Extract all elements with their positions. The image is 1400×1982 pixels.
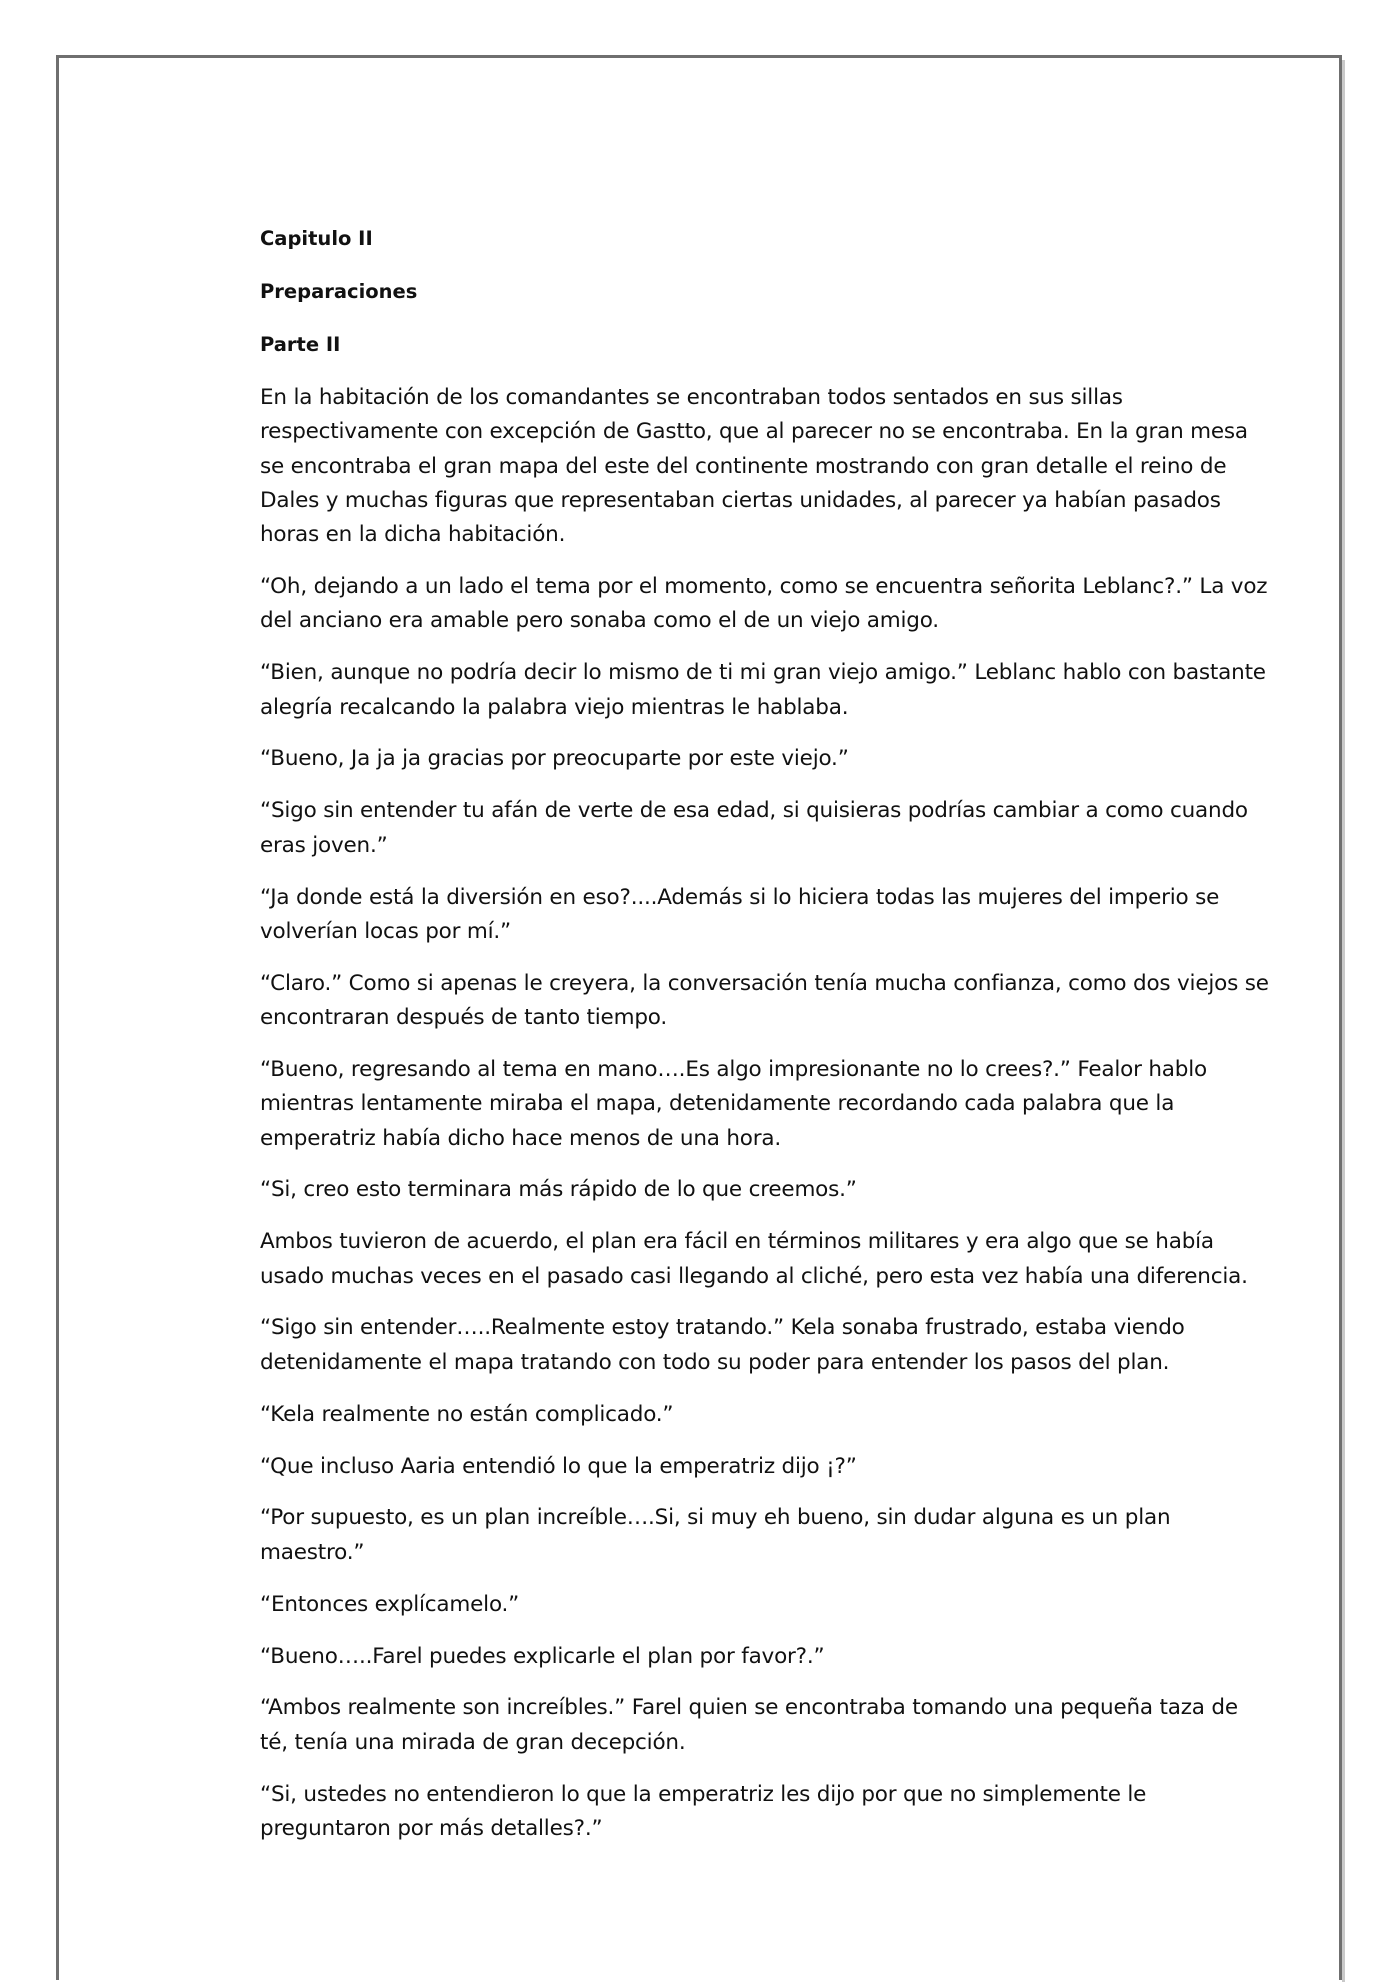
paragraph-8: “Bueno, regresando al tema en mano….Es algo impresionante no lo crees?.” Fealor hablo mientras lentamente miraba el mapa, detenidamente recordando cada palabra que la emperatriz había dicho hace menos de una hora.	[260, 1056, 1207, 1151]
page-content	[260, 226, 1270, 1846]
paragraph-4: “Bueno, Ja ja ja gracias por preocuparte por este viejo.”	[260, 746, 849, 772]
paragraph-6: “Ja donde está la diversión en eso?....Además si lo hiciera todas las mujeres del imperio se volverían locas por mí.”	[260, 884, 1220, 944]
paragraph-11: “Sigo sin entender…..Realmente estoy tratando.” Kela sonaba frustrado, estaba viendo detenidamente el mapa tratando con todo su poder para entender los pasos del plan.	[260, 1315, 1185, 1375]
paragraph-18: “Si, ustedes no entendieron lo que la emperatriz les dijo por que no simplemente le preguntaron por más detalles?.”	[260, 1781, 1147, 1841]
paragraph-15: “Entonces explícamelo.”	[260, 1591, 520, 1617]
paragraph-10: Ambos tuvieron de acuerdo, el plan era fácil en términos militares y era algo que se había usado muchas veces en el pasado casi llegando al cliché, pero esta vez había una diferencia.	[260, 1229, 1248, 1289]
paragraph-14: “Por supuesto, es un plan increíble….Si, si muy eh bueno, sin dudar alguna es un plan maestro.”	[260, 1505, 1171, 1565]
paragraph-12: “Kela realmente no están complicado.”	[260, 1401, 674, 1427]
paragraph-1: En la habitación de los comandantes se encontraban todos sentados en sus sillas respectivamente con excepción de Gastto, que al parecer no se encontraba. En la gran mesa se encontraba el gran mapa del este del continente mostrando con gran detalle el reino de Dales y muchas figuras que representaban ciertas unidades, al parecer ya habían pasados horas en la dicha habitación.	[260, 385, 1248, 548]
paragraph-7: “Claro.” Como si apenas le creyera, la conversación tenía mucha confianza, como dos viejos se encontraran después de tanto tiempo.	[260, 970, 1269, 1031]
paragraph-3: “Bien, aunque no podría decir lo mismo de ti mi gran viejo amigo.” Leblanc hablo con bastante alegría recalcando la palabra viejo mientras le hablaba.	[260, 660, 1266, 720]
paragraph-9: “Si, creo esto terminara más rápido de lo que creemos.”	[260, 1177, 857, 1203]
paragraph-5: “Sigo sin entender tu afán de verte de esa edad, si quisieras podrías cambiar a como cuando eras joven.”	[260, 798, 1248, 858]
document-page	[56, 55, 1342, 1980]
chapter-heading: Capitulo II	[260, 227, 373, 250]
paragraph-2: “Oh, dejando a un lado el tema por el momento, como se encuentra señorita Leblanc?.” La voz del anciano era amable pero sonaba como el de un viejo amigo.	[260, 574, 1268, 634]
part-heading: Parte II	[260, 333, 341, 356]
paragraph-13: “Que incluso Aaria entendió lo que la emperatriz dijo ¡?”	[260, 1453, 857, 1479]
paragraph-17: “Ambos realmente son increíbles.” Farel quien se encontraba tomando una pequeña taza de té, tenía una mirada de gran decepción.	[260, 1695, 1238, 1755]
paragraph-16: “Bueno…..Farel puedes explicarle el plan por favor?.”	[260, 1643, 825, 1669]
chapter-title: Preparaciones	[260, 280, 418, 303]
